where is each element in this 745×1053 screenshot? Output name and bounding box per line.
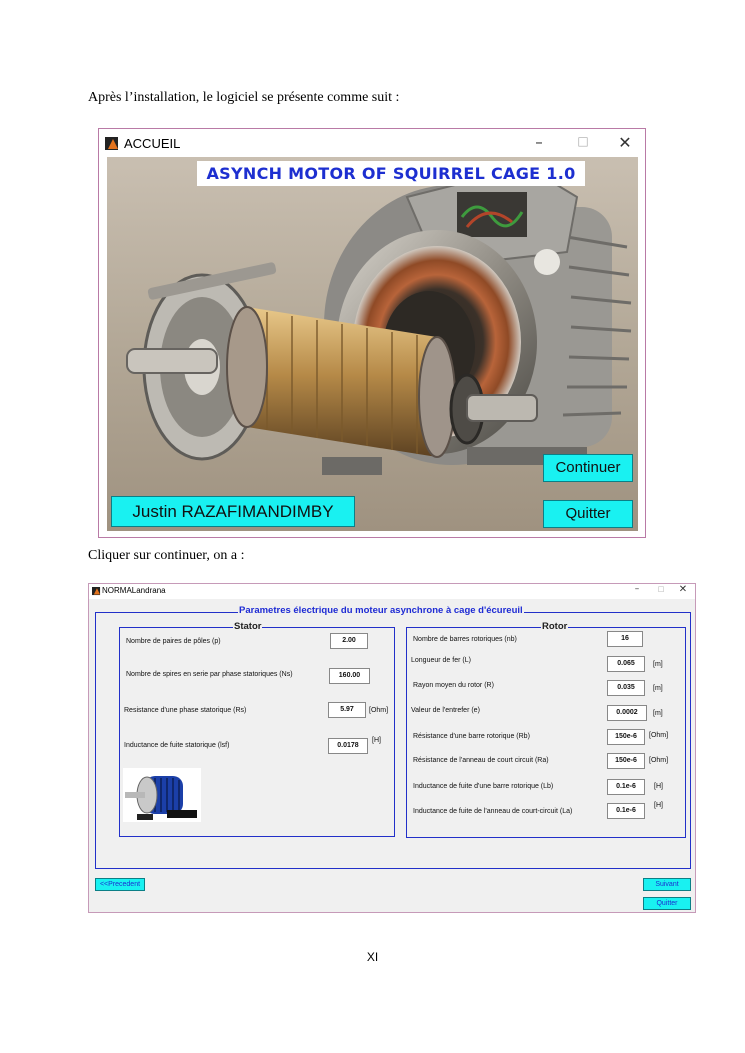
rotor-field-length[interactable]: 0.065 [607, 656, 645, 672]
caption-paragraph: Cliquer sur continuer, on a : [88, 548, 245, 563]
stator-field-inductance[interactable]: 0.0178 [328, 738, 368, 754]
motor-thumbnail-image [123, 768, 201, 822]
stator-unit-inductance: [H] [372, 737, 381, 744]
next-button[interactable]: Suivant [643, 878, 691, 891]
close-icon[interactable]: ✕ [618, 133, 632, 152]
rotor-unit-airgap: [m] [653, 710, 663, 717]
stator-field-turns[interactable]: 160.00 [329, 668, 370, 684]
quit-button[interactable]: Quitter [543, 500, 633, 528]
quit-button[interactable]: Quitter [643, 897, 691, 910]
params-window-title: NORMALandrana [102, 586, 166, 595]
rotor-field-radius[interactable]: 0.035 [607, 680, 645, 696]
rotor-label-bar-resistance: Résistance d'une barre rotorique (Rb) [413, 733, 530, 740]
rotor-label-bar-inductance: Inductance de fuite d'une barre rotorique (Lb) [413, 783, 554, 790]
matlab-logo-icon [105, 137, 118, 150]
rotor-panel [406, 621, 686, 838]
stator-label-resistance: Resistance d'une phase statorique (Rs) [124, 707, 247, 714]
stator-field-resistance[interactable]: 5.97 [328, 702, 366, 718]
rotor-label-ring-resistance: Résistance de l'anneau de court circuit (Ra) [413, 757, 549, 764]
author-label: Justin RAZAFIMANDIMBY [111, 496, 355, 527]
stator-label-inductance: Inductance de fuite statorique (lsf) [124, 742, 230, 749]
parameters-panel-title: Parametres électrique du moteur asynchrone à cage d'écureuil [239, 605, 523, 616]
stator-label-poles: Nombre de paires de pôles (p) [126, 638, 221, 645]
rotor-field-bar-inductance[interactable]: 0.1e-6 [607, 779, 645, 795]
rotor-unit-length: [m] [653, 661, 663, 668]
rotor-label-ring-inductance: Inductance de fuite de l'anneau de court-circuit (La) [413, 808, 573, 815]
rotor-field-airgap[interactable]: 0.0002 [607, 705, 647, 721]
previous-button[interactable]: <<Precedent [95, 878, 145, 891]
matlab-logo-icon [92, 587, 100, 595]
maximize-icon[interactable]: □ [657, 585, 665, 593]
stator-field-poles[interactable]: 2.00 [330, 633, 368, 649]
rotor-field-ring-inductance[interactable]: 0.1e-6 [607, 803, 645, 819]
motor-photo [107, 157, 638, 531]
stator-unit-resistance: [Ohm] [369, 707, 389, 714]
rotor-label-bars: Nombre de barres rotoriques (nb) [413, 636, 517, 643]
rotor-label-airgap: Valeur de l'entrefer (e) [411, 707, 480, 714]
rotor-label-length: Longueur de fer (L) [411, 657, 471, 664]
rotor-field-bars[interactable]: 16 [607, 631, 643, 647]
maximize-icon[interactable]: □ [577, 134, 589, 148]
stator-label-turns: Nombre de spires en serie par phase statoriques (Ns) [126, 671, 293, 678]
rotor-label-radius: Rayon moyen du rotor (R) [413, 682, 494, 689]
accueil-titlebar [99, 129, 645, 157]
motor-thumbnail [123, 768, 201, 822]
rotor-panel-title: Rotor [542, 621, 568, 632]
minimize-icon[interactable]: – [535, 133, 543, 151]
rotor-unit-radius: [m] [653, 685, 663, 692]
rotor-unit-ring-resistance: [Ohm] [649, 757, 669, 764]
continue-button[interactable]: Continuer [543, 454, 633, 482]
page-number: XI [366, 950, 379, 964]
close-icon[interactable]: ✕ [678, 584, 688, 595]
stator-panel-title: Stator [234, 621, 262, 632]
accueil-window [98, 128, 646, 538]
params-window [88, 583, 696, 913]
rotor-field-ring-resistance[interactable]: 150e-6 [607, 753, 645, 769]
rotor-field-bar-resistance[interactable]: 150e-6 [607, 729, 645, 745]
accueil-window-title: ACCUEIL [124, 136, 181, 151]
params-titlebar [89, 584, 695, 599]
rotor-unit-bar-resistance: [Ohm] [649, 732, 669, 739]
rotor-unit-bar-inductance: [H] [654, 783, 663, 790]
minimize-icon[interactable]: – [634, 584, 640, 594]
intro-paragraph: Après l’installation, le logiciel se présente comme suit : [88, 90, 400, 105]
rotor-unit-ring-inductance: [H] [654, 802, 663, 809]
app-banner-title: ASYNCH MOTOR OF SQUIRREL CAGE 1.0 [197, 161, 585, 186]
